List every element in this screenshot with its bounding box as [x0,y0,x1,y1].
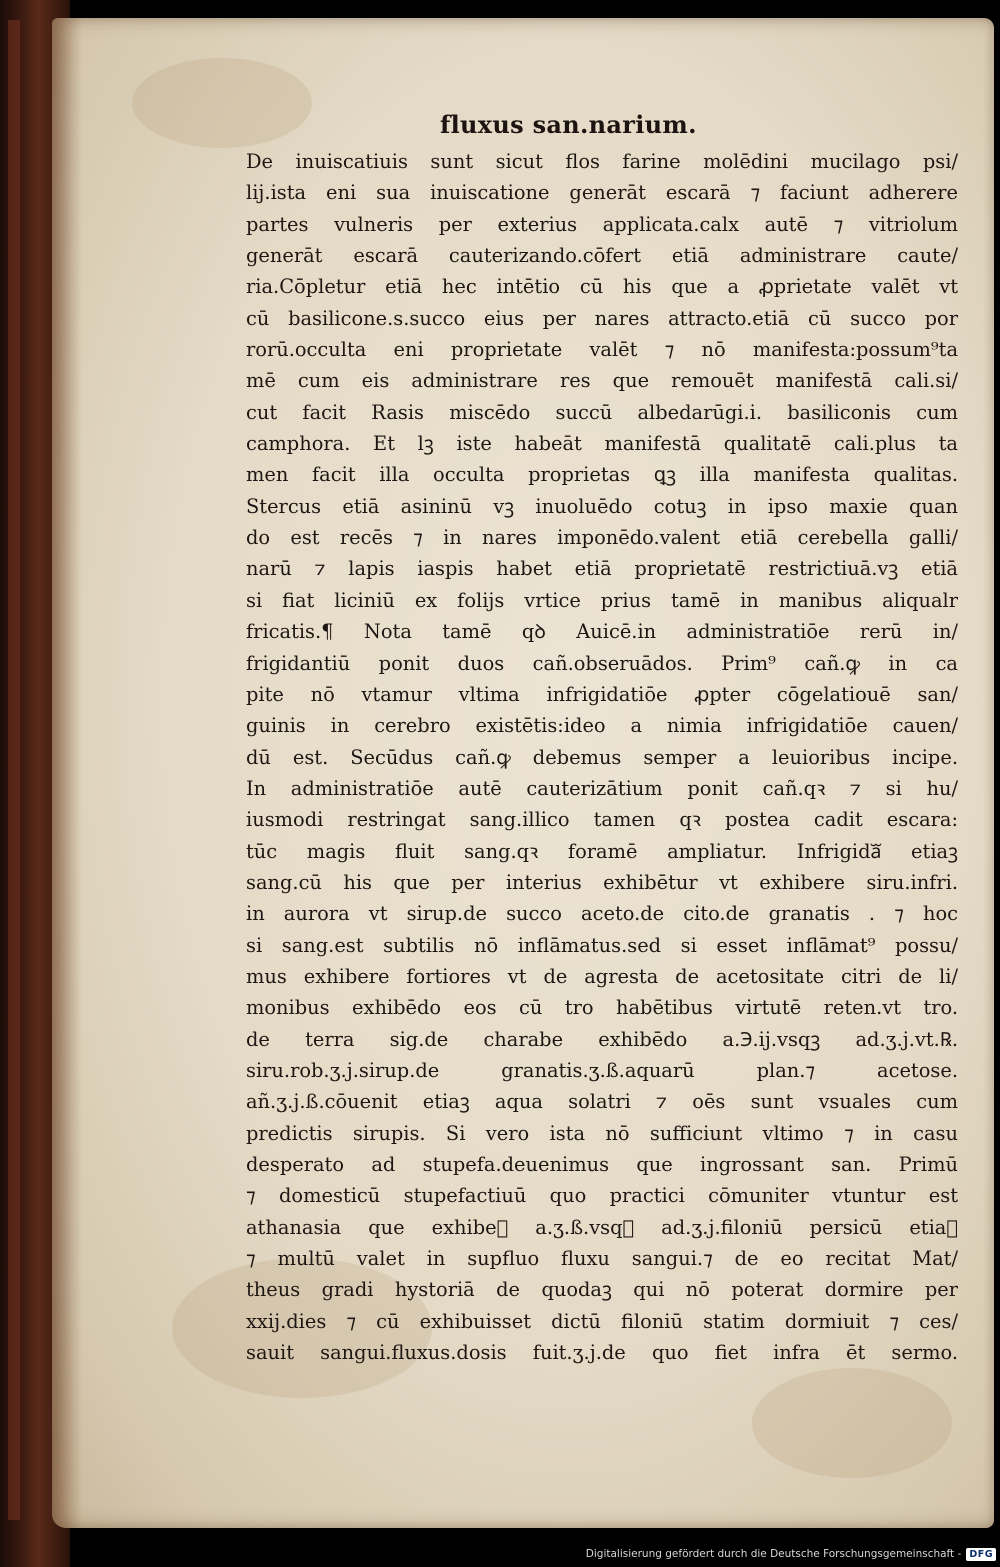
text-line: frigidantiū ponit duos cañ.obseruādos. Prim⁹ cañ.ꝙ in ca [246,651,958,675]
text-line: do est recēs ⁊ in nares imponēdo.valent etiā cerebella galli/ [246,526,958,550]
text-line: de terra sig.de charabe exhibēdo a.℈.ij.vsqꝫ ad.ʒ.j.vt.℞. [246,1027,958,1051]
text-block [246,146,958,1368]
funding-note: Digitalisierung gefördert durch die Deutsche Forschungsgemeinschaft - [585,1548,962,1560]
text-line: partes vulneris per exterius applicata.calx autē ⁊ vitriolum [246,212,958,236]
text-line: pite nō vtamur vltima infrigidatiōe ꝓpter cōgelatiouē san/ [246,682,958,706]
text-line: siru.rob.ʒ.j.sirup.de granatis.ʒ.ß.aquarū plan.⁊ acetose. [246,1058,958,1082]
text-line: guinis in cerebro existētis:ideo a nimia infrigidatiōe cauen/ [246,714,958,738]
text-line: narū ⁊ lapis iaspis habet etiā proprietatē restrictiuā.vꝫ etiā [246,557,958,581]
text-line: xxij.dies ⁊ cū exhibuisset dictū filoniū statim dormiuit ⁊ ces/ [246,1309,958,1333]
text-line: men facit illa occulta proprietas ꝗꝫ illa manifesta qualitas. [246,463,958,487]
text-line: camphora. Et lꝫ iste habeāt manifestā qualitatē cali.plus ta [246,432,958,456]
footer-bar [586,1544,996,1564]
text-line: tūc magis fluit sang.qꝛ foramē ampliatur. Infrigidaᷓ etiaꝫ [246,839,958,863]
text-line: in aurora vt sirup.de succo aceto.de cito.de granatis . ⁊ hoc [246,902,958,926]
running-header: fluxus san.narium. [440,110,697,139]
text-line: ⁊ multū valet in supfluo fluxu sangui.⁊ de eo recitat Mat/ [246,1247,958,1271]
dfg-logo: DFG [966,1548,996,1561]
text-line: mus exhibere fortiores vt de agresta de acetositate citri de li/ [246,964,958,988]
text-line: lij.ista eni sua inuiscatione generāt escarā ⁊ faciunt adherere [246,181,958,205]
text-line: si fiat liciniū ex folijs vrtice prius tamē in manibus aliqualr [246,588,958,612]
binding-edge [8,20,20,1520]
text-line: generāt escarā cauterizando.cōfert etiā administrare caute/ [246,244,958,268]
text-line: athanasia que exhibeᷓ a.ʒ.ß.vsqꝫ ad.ʒ.j.filoniū persicū etiaꝫ [246,1215,958,1239]
text-line: mē cum eis administrare res que remouēt manifestā cali.si/ [246,369,958,393]
paper-stain [132,58,312,148]
text-line: fricatis.¶ Nota tamē qꝺ Auicē.in administratiōe rerū in/ [246,620,958,644]
text-line: ⁊ domesticū stupefactiuū quo practici cōmuniter vtuntur est [246,1184,958,1208]
text-line: desperato ad stupefa.deuenimus que ingrossant san. Primū [246,1153,958,1176]
text-line: Stercus etiā asininū vꝫ inuoluēdo cotuꝫ in ipso maxie quan [246,494,958,518]
paper-stain [752,1368,952,1478]
text-line: rorū.occulta eni proprietate valēt ⁊ nō manifesta:possum⁹ta [246,338,958,362]
text-line: monibus exhibēdo eos cū tro habētibus virtutē reten.vt tro. [246,996,958,1020]
text-line: dū est. Secūdus cañ.ꝙ debemus semper a leuioribus incipe. [246,745,958,769]
text-line: si sang.est subtilis nō inflāmatus.sed si esset inflāmat⁹ possu/ [246,933,958,957]
text-line: cut facit Rasis miscēdo succū albedarūgi.i. basiliconis cum [246,400,958,424]
text-line: añ.ʒ.j.ß.cōuenit etiaꝫ aqua solatri ⁊ oēs sunt vsuales cum [246,1090,958,1114]
book-page [52,18,994,1528]
text-line: theus gradi hystoriā de quodaꝫ qui nō poterat dormire per [246,1278,958,1302]
text-line: cū basilicone.s.succo eius per nares attracto.etiā cū succo por [246,306,958,330]
text-line: ria.Cōpletur etiā hec intētio cū his que a ꝓprietate valēt vt [246,275,958,299]
text-line: In administratiōe autē cauterizātium ponit cañ.qꝛ ⁊ si hu/ [246,776,958,800]
text-line: predictis sirupis. Si vero ista nō sufficiunt vltimo ⁊ in casu [246,1121,958,1145]
text-line: sauit sangui.fluxus.dosis fuit.ʒ.j.de quo fiet infra ēt sermo. [246,1341,958,1365]
text-line: De inuiscatiuis sunt sicut flos farine molēdini mucilago psi/ [246,150,958,173]
text-line: sang.cū his que per interius exhibētur vt exhibere siru.infri. [246,870,958,894]
text-line: iusmodi restringat sang.illico tamen qꝛ postea cadit escara: [246,808,958,832]
